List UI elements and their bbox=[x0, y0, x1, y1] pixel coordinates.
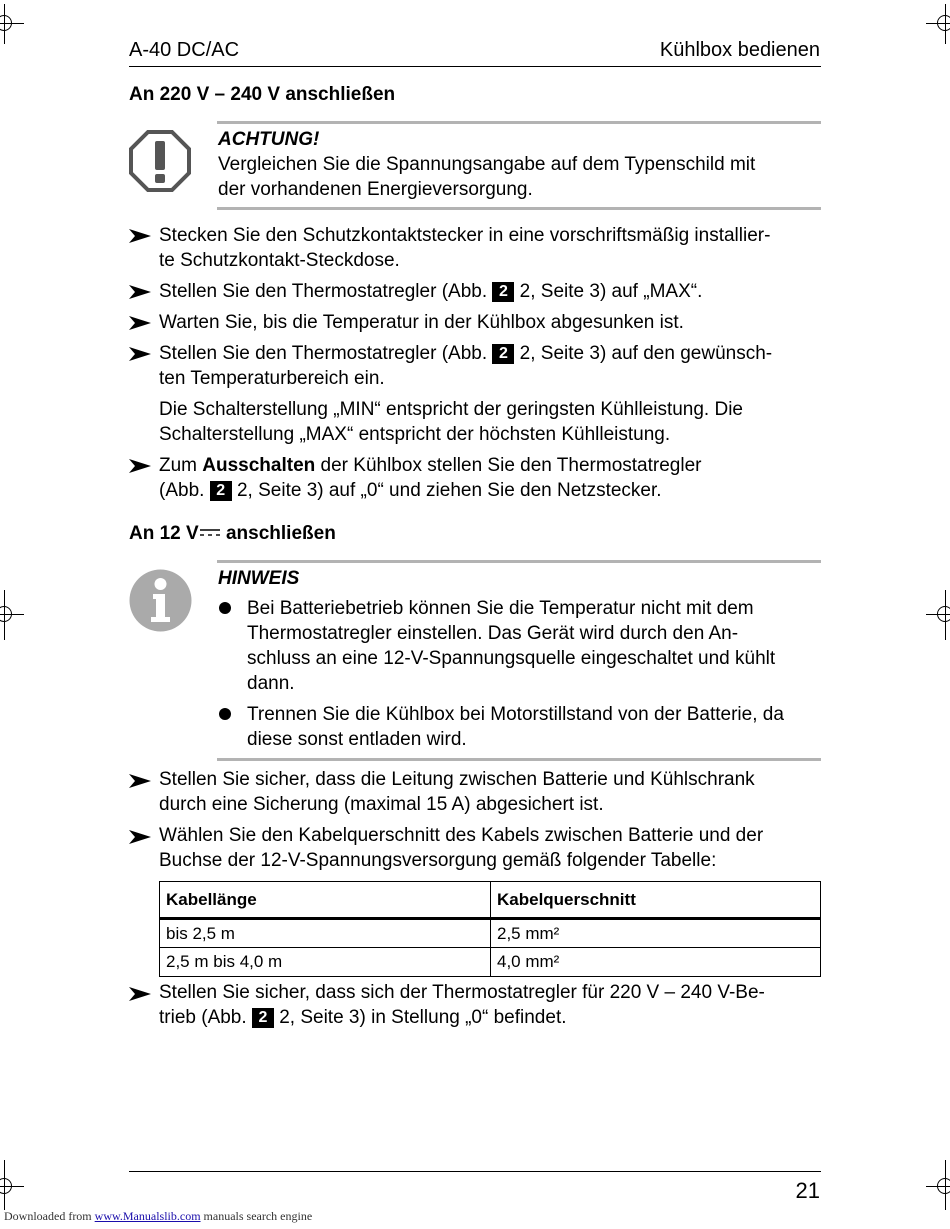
header-model: A-40 DC/AC bbox=[129, 39, 240, 61]
step-text-line: trieb (Abb. 2 2, Seite 3) in Stellung „0“ befindet. bbox=[159, 1007, 567, 1028]
crop-mark-mid-left bbox=[0, 590, 30, 640]
table-header-cell: Kabelquerschnitt bbox=[491, 882, 821, 919]
bullet-dot bbox=[219, 708, 231, 720]
table-cell: 4,0 mm² bbox=[491, 948, 821, 977]
crop-mark-top-right bbox=[920, 4, 950, 44]
cable-table bbox=[159, 881, 821, 977]
step-text-line: Stellen Sie den Thermostatregler (Abb. 2 2, Seite 3) auf „MAX“. bbox=[159, 281, 703, 302]
hint-text-line: schluss an eine 12-V-Spannungsquelle eingeschaltet und kühlt bbox=[247, 648, 776, 669]
hint-text-line: dann. bbox=[247, 673, 295, 694]
hint-text-line: Bei Batteriebetrieb können Sie die Temperatur nicht mit dem bbox=[247, 598, 754, 619]
step-text-line: durch eine Sicherung (maximal 15 A) abgesichert ist. bbox=[159, 794, 604, 815]
manualslib-link[interactable]: www.Manualslib.com bbox=[94, 1209, 201, 1223]
figure-badge: 2 bbox=[252, 1008, 274, 1028]
warning-bottom-rule bbox=[217, 207, 821, 210]
hint-top-rule bbox=[217, 560, 821, 563]
hint-text-line: diese sonst entladen wird. bbox=[247, 729, 467, 750]
figure-badge: 2 bbox=[210, 481, 232, 501]
step-arrow-icon bbox=[129, 829, 151, 845]
hint-title: HINWEIS bbox=[218, 568, 300, 589]
step-text-line: Stellen Sie den Thermostatregler (Abb. 2 2, Seite 3) auf den gewünsch- bbox=[159, 343, 773, 364]
step-arrow-icon bbox=[129, 315, 151, 331]
table-header-row bbox=[160, 882, 821, 919]
step-text-line: Stellen Sie sicher, dass sich der Thermostatregler für 220 V – 240 V-Be- bbox=[159, 982, 765, 1003]
header-rule bbox=[129, 66, 821, 67]
section-heading-220v: An 220 V – 240 V anschließen bbox=[129, 84, 396, 105]
step-text-line: te Schutzkontakt-Steckdose. bbox=[159, 250, 400, 271]
step-text-line: Stellen Sie sicher, dass die Leitung zwischen Batterie und Kühlschrank bbox=[159, 769, 755, 790]
switch-note-line: Die Schalterstellung „MIN“ entspricht der geringsten Kühlleistung. Die bbox=[159, 399, 743, 420]
crop-mark-bottom-right bbox=[920, 1160, 950, 1210]
hint-text-line: Thermostatregler einstellen. Das Gerät wird durch den An- bbox=[247, 623, 739, 644]
header-section-title: Kühlbox bedienen bbox=[659, 39, 820, 61]
crop-mark-bottom-left bbox=[0, 1160, 30, 1210]
download-note: Downloaded from www.Manualslib.com manuals search engine bbox=[4, 1209, 313, 1223]
step-text-line: Buchse der 12-V-Spannungsversorgung gemäß folgender Tabelle: bbox=[159, 850, 717, 871]
step-text-line: Wählen Sie den Kabelquerschnitt des Kabels zwischen Batterie und der bbox=[159, 825, 764, 846]
table-row bbox=[160, 919, 821, 948]
step-arrow-icon bbox=[129, 986, 151, 1002]
step-text-line: ten Temperaturbereich ein. bbox=[159, 368, 385, 389]
step-text-line: (Abb. 2 2, Seite 3) auf „0“ und ziehen Sie den Netzstecker. bbox=[159, 480, 662, 501]
figure-badge: 2 bbox=[492, 282, 514, 302]
info-circle-icon bbox=[129, 569, 192, 632]
hint-bottom-rule bbox=[217, 758, 821, 761]
step-arrow-icon bbox=[129, 346, 151, 362]
step-arrow-icon bbox=[129, 284, 151, 300]
warning-title: ACHTUNG! bbox=[218, 129, 320, 150]
warning-top-rule bbox=[217, 121, 821, 124]
table-header-cell: Kabellänge bbox=[160, 882, 491, 919]
step-arrow-icon bbox=[129, 773, 151, 789]
footer-rule bbox=[129, 1171, 821, 1172]
step-text-line: Stecken Sie den Schutzkontaktstecker in eine vorschriftsmäßig installier- bbox=[159, 225, 771, 246]
step-arrow-icon bbox=[129, 458, 151, 474]
table-row bbox=[160, 948, 821, 977]
warning-text-line: der vorhandenen Energieversorgung. bbox=[218, 179, 533, 200]
exclamation-octagon-icon bbox=[128, 129, 192, 193]
step-arrow-icon bbox=[129, 228, 151, 244]
step-text-line: Zum Ausschalten der Kühlbox stellen Sie den Thermostatregler bbox=[159, 455, 702, 476]
bullet-dot bbox=[219, 602, 231, 614]
switch-note-line: Schalterstellung „MAX“ entspricht der höchsten Kühlleistung. bbox=[159, 424, 671, 445]
hint-text-line: Trennen Sie die Kühlbox bei Motorstillstand von der Batterie, da bbox=[247, 704, 784, 725]
dc-current-symbol-icon bbox=[199, 527, 221, 539]
section-heading-12v: An 12 V anschließen bbox=[129, 523, 336, 544]
warning-text-line: Vergleichen Sie die Spannungsangabe auf dem Typenschild mit bbox=[218, 154, 756, 175]
table-cell: 2,5 mm² bbox=[491, 919, 821, 948]
step-text-line: Warten Sie, bis die Temperatur in der Kühlbox abgesunken ist. bbox=[159, 312, 684, 333]
page-number: 21 bbox=[795, 1178, 820, 1203]
table-cell: 2,5 m bis 4,0 m bbox=[160, 948, 491, 977]
figure-badge: 2 bbox=[492, 344, 514, 364]
table-cell: bis 2,5 m bbox=[160, 919, 491, 948]
crop-mark-mid-right bbox=[920, 590, 950, 640]
crop-mark-top-left bbox=[0, 4, 30, 44]
